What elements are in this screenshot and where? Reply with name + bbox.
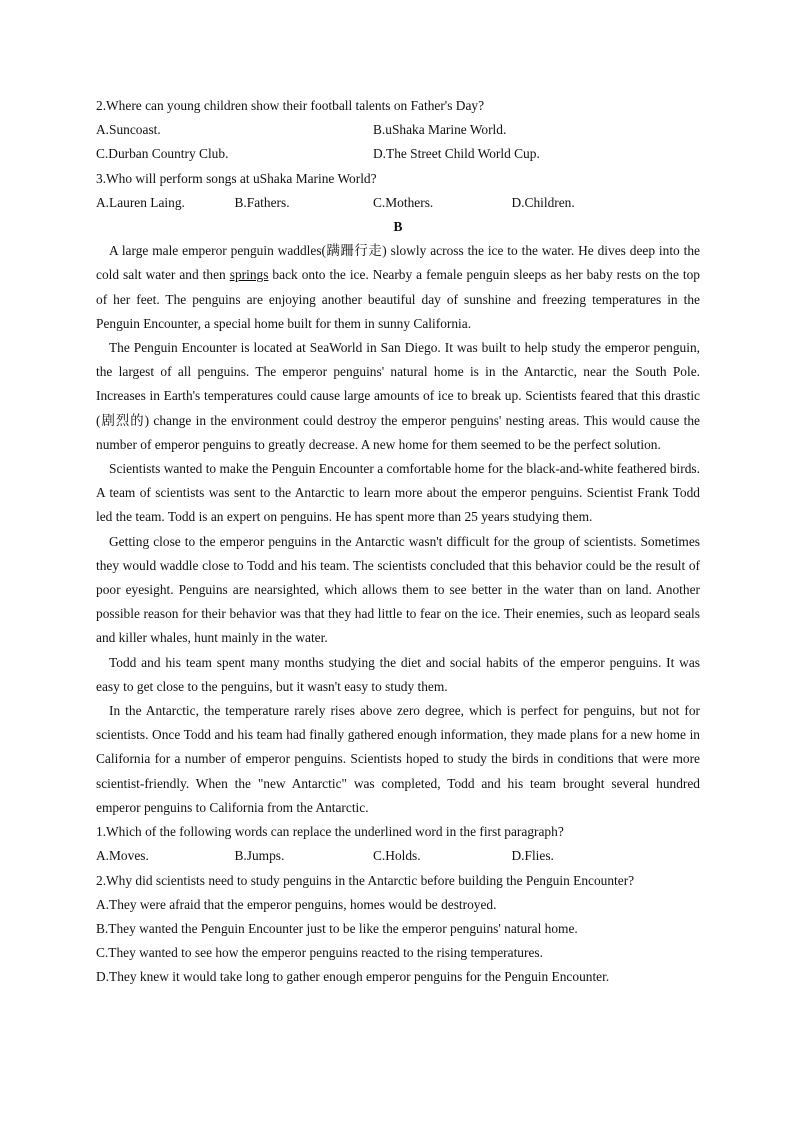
paragraph-1-after: back onto the ice. Nearby a female penguin sleeps as her baby rests on the top of her feet. The penguins are enjoying another beautiful day of sunshine and freezing temperatures in the Penguin Encounter, a special home built for them in sunny California. bbox=[96, 267, 700, 331]
option-c: C.They wanted to see how the emperor penguins reacted to the rising temperatures. bbox=[96, 945, 543, 961]
option-a: A.Lauren Laing. bbox=[96, 194, 185, 210]
paragraph-5: Todd and his team spent many months studying the diet and social habits of the emperor penguins. It was easy to get close to the penguins, but it wasn't easy to study them. bbox=[96, 654, 700, 694]
document-page bbox=[96, 94, 700, 990]
option-a: A.Suncoast. bbox=[96, 122, 161, 138]
option-b: B.Jumps. bbox=[234, 848, 285, 864]
option-d: D.Children. bbox=[511, 194, 575, 210]
paragraph-4: Getting close to the emperor penguins in the Antarctic wasn't difficult for the group of scientists. Sometimes they would waddle close to Todd and his team. The scientists concluded that this behavior could be the result of poor eyesight. Penguins are nearsighted, which allows them to see better in the water than on land. Another possible reason for their behavior was that they had little to fear on the ice. Their enemies, such as leopard seals and killer whales, hunt mainly in the water. bbox=[96, 533, 700, 646]
paragraph-6: In the Antarctic, the temperature rarely rises above zero degree, which is perfect for penguins, but not for scientists. Once Todd and his team had finally gathered enough information, they made plans for a new home in California for a number of emperor penguins. Scientists hoped to study the birds in conditions that were more scientist-friendly. When the "new Antarctic" was completed, Todd and his team brought several hundred emperor penguins to California from the Antarctic. bbox=[96, 703, 700, 815]
question-a2-options-row2 bbox=[96, 142, 700, 166]
question-b2: 2.Why did scientists need to study penguins in the Antarctic before building the Penguin Encounter? bbox=[96, 872, 635, 888]
question-b1-options bbox=[96, 844, 700, 868]
question-b1: 1.Which of the following words can replace the underlined word in the first paragraph? bbox=[96, 824, 564, 840]
option-b: B.Fathers. bbox=[234, 194, 290, 210]
option-c: C.Holds. bbox=[373, 848, 421, 864]
question-a3: 3.Who will perform songs at uShaka Marine World? bbox=[96, 170, 377, 186]
question-a2: 2.Where can young children show their football talents on Father's Day? bbox=[96, 98, 485, 113]
option-d: D.Flies. bbox=[511, 848, 554, 864]
option-b: B.They wanted the Penguin Encounter just to be like the emperor penguins' natural home. bbox=[96, 920, 578, 936]
paragraph-1 bbox=[96, 239, 700, 336]
paragraph-1-before: A large male emperor penguin waddles(蹒跚行走) slowly across the ice to the water. He dives deep into the cold salt water and then bbox=[96, 243, 700, 283]
paragraph-2: The Penguin Encounter is located at SeaWorld in San Diego. It was built to help study the emperor penguin, the largest of all penguins. The emperor penguins' natural home is in the Antarctic, near the South Pole. Increases in Earth's temperatures could cause large amounts of ice to break up. Scientists feared that this drastic (剧烈的) change in the environment could destroy the emperor penguins' nesting areas. This would cause the number of emperor penguins to greatly decrease. A new home for them seemed to be the perfect solution. bbox=[96, 340, 700, 452]
option-d: D.The Street Child World Cup. bbox=[373, 146, 540, 162]
option-b: B.uShaka Marine World. bbox=[373, 122, 507, 138]
paragraph-3: Scientists wanted to make the Penguin Encounter a comfortable home for the black-and-white feathered birds. A team of scientists was sent to the Antarctic to learn more about the emperor penguins. Scientist Frank Todd led the team. Todd is an expert on penguins. He has spent more than 25 years studying them. bbox=[96, 461, 700, 525]
question-a3-options bbox=[96, 191, 700, 215]
question-a2-options-row1 bbox=[96, 118, 700, 142]
option-a: A.Moves. bbox=[96, 848, 149, 864]
section-heading: B bbox=[393, 219, 403, 235]
option-a: A.They were afraid that the emperor penguins, homes would be destroyed. bbox=[96, 896, 497, 912]
underlined-word: springs bbox=[229, 267, 269, 283]
option-c: C.Durban Country Club. bbox=[96, 146, 229, 162]
option-c: C.Mothers. bbox=[373, 194, 434, 210]
option-d: D.They knew it would take long to gather enough emperor penguins for the Penguin Encounter. bbox=[96, 969, 610, 985]
